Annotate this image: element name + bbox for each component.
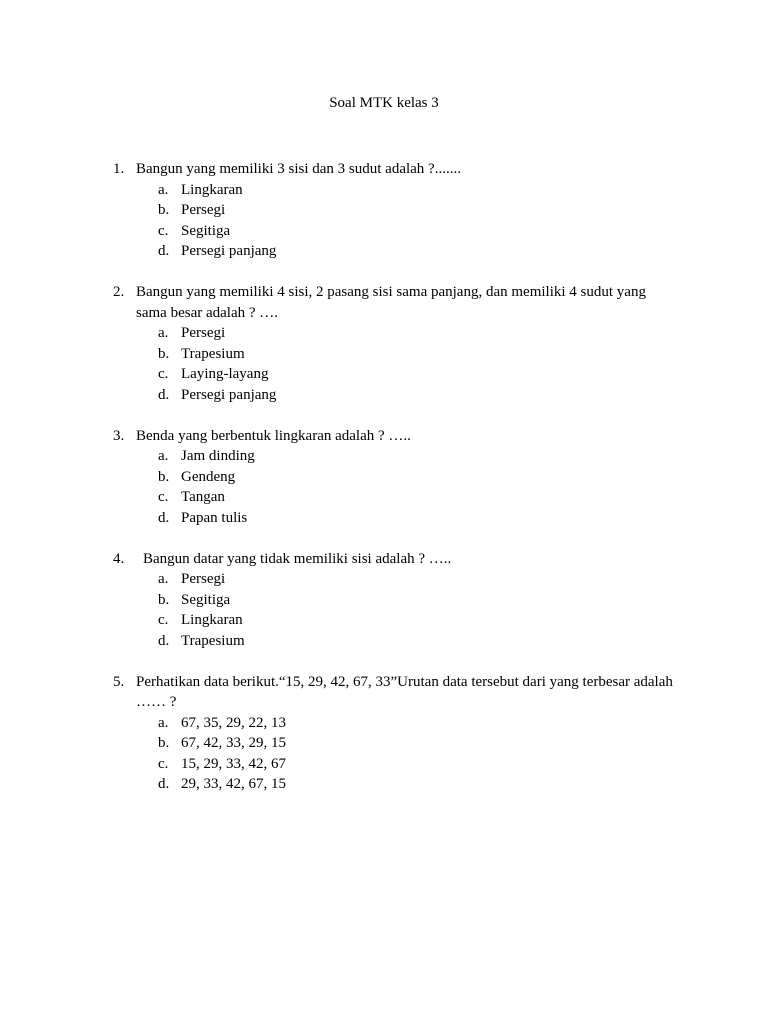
option-letter: d. [158,509,170,526]
option-text: Jam dinding [181,448,255,464]
question-text: Perhatikan data berikut.“15, 29, 42, 67, 33”Urutan data tersebut dari yang terbesar adalah …… ? [136,673,673,710]
option-letter: b. [158,468,170,485]
option-item [0,487,768,508]
option-letter: b. [158,735,170,751]
option-text: Lingkaran [181,612,243,628]
option-letter: c. [158,489,169,505]
option-letter: a. [158,325,169,341]
option-item [0,221,768,242]
option-item [0,590,768,611]
question-line [0,672,768,713]
option-letter: b. [158,202,170,218]
option-letter: d. [158,632,170,649]
option-item [0,385,768,406]
page-title: Soal MTK kelas 3 [329,95,439,111]
option-item [0,467,768,488]
option-letter: b. [158,345,170,362]
option-item [0,754,768,775]
option-item [0,774,768,795]
option-text: Segitiga [181,591,231,608]
question-text: Benda yang berbentuk lingkaran adalah ? ….. [136,427,411,444]
option-letter: a. [158,714,169,731]
option-letter: c. [158,366,169,382]
option-item [0,364,768,385]
option-text: 67, 35, 29, 22, 13 [181,714,286,731]
question-line [0,426,768,447]
option-letter: a. [158,181,169,198]
question-text: Bangun yang memiliki 4 sisi, 2 pasang sisi sama panjang, dan memiliki 4 sudut yang sama besar adalah ? …. [136,284,646,321]
question-item [0,426,768,529]
option-item [0,508,768,529]
option-letter: d. [158,386,170,403]
option-letter: c. [158,755,169,772]
option-text: Persegi panjang [181,386,277,403]
option-letter: a. [158,448,169,464]
option-item [0,180,768,201]
option-item [0,713,768,734]
option-text: 15, 29, 33, 42, 67 [181,755,286,772]
question-line [0,282,768,323]
option-text: 29, 33, 42, 67, 15 [181,776,286,792]
option-item [0,200,768,221]
option-item [0,323,768,344]
option-item [0,344,768,365]
question-number: 1. [113,161,125,177]
option-text: Laying-layang [181,366,269,382]
option-text: Lingkaran [181,181,243,198]
option-item [0,569,768,590]
option-letter: d. [158,243,170,259]
option-item [0,446,768,467]
option-item [0,241,768,262]
option-letter: c. [158,222,169,239]
option-item [0,733,768,754]
question-number: 3. [113,427,125,444]
question-number: 4. [113,550,125,567]
question-item [0,672,768,795]
option-text: Trapesium [181,632,245,649]
option-item [0,631,768,652]
question-text: Bangun yang memiliki 3 sisi dan 3 sudut adalah ?....... [136,161,461,177]
option-text: Papan tulis [181,509,248,526]
option-text: 67, 42, 33, 29, 15 [181,735,286,751]
question-line [0,549,768,570]
option-text: Segitiga [181,222,231,239]
option-text: Persegi panjang [181,243,277,259]
option-text: Persegi [181,325,226,341]
option-text: Trapesium [181,345,245,362]
question-text: Bangun datar yang tidak memiliki sisi adalah ? ….. [143,550,452,567]
option-text: Persegi [181,202,226,218]
question-line [0,159,768,180]
option-text: Tangan [181,489,225,505]
question-item [0,159,768,262]
question-list [0,159,768,815]
option-letter: a. [158,571,169,587]
question-item [0,282,768,405]
option-text: Persegi [181,571,226,587]
question-item [0,549,768,652]
option-text: Gendeng [181,468,236,485]
option-item [0,610,768,631]
question-number: 2. [113,284,125,300]
question-number: 5. [113,673,125,690]
option-letter: c. [158,612,169,628]
option-letter: d. [158,776,170,792]
option-letter: b. [158,591,170,608]
